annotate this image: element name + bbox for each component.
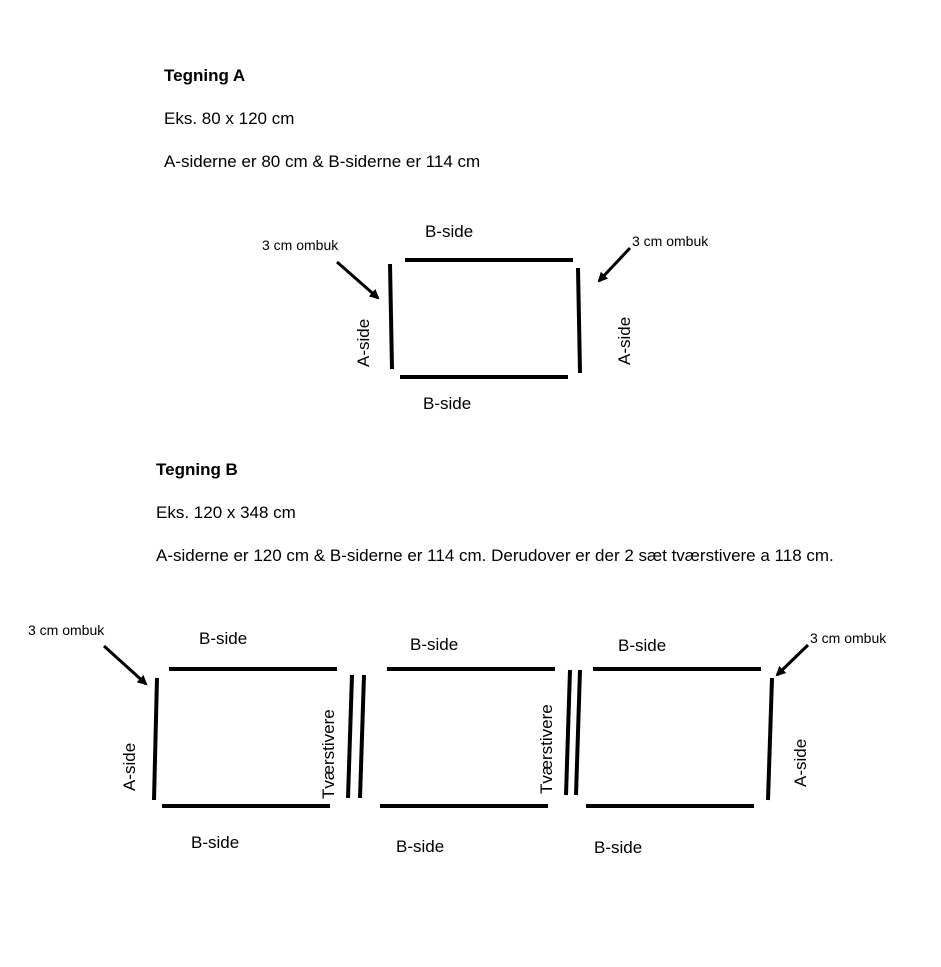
drawing-a-frame bbox=[390, 260, 580, 377]
drawing-a-bottom-b-label: B-side bbox=[423, 394, 472, 413]
drawing-a-fold-left-label: 3 cm ombuk bbox=[262, 237, 339, 253]
drawing-b-bottom-b-label-2: B-side bbox=[396, 837, 445, 856]
drawing-a-top-b-label: B-side bbox=[425, 222, 474, 241]
drawing-b-cross-brace-2a bbox=[566, 670, 570, 795]
drawing-b-cross-label-2: Tværstivere bbox=[537, 704, 556, 794]
drawing-b-bottom-b-label-1: B-side bbox=[191, 833, 240, 852]
drawing-b-fold-left-label: 3 cm ombuk bbox=[28, 622, 105, 638]
drawing-a-right-a-label: A-side bbox=[615, 316, 634, 365]
drawing-b-frame bbox=[154, 669, 772, 806]
drawing-a-left-a-side bbox=[390, 264, 392, 369]
drawing-b-top-b-label-2: B-side bbox=[410, 635, 459, 654]
drawing-a-fold-right-arrow bbox=[599, 248, 630, 281]
drawing-b-title: Tegning B bbox=[156, 460, 238, 479]
drawing-b-cross-brace-2b bbox=[576, 670, 580, 795]
drawing-a-title: Tegning A bbox=[164, 66, 246, 85]
drawing-b-description: A-siderne er 120 cm & B-siderne er 114 cm. Derudover er der 2 sæt tværstivere a 118 cm. bbox=[156, 546, 834, 565]
drawing-b-fold-right-arrow bbox=[777, 645, 808, 675]
drawing-a-example: Eks. 80 x 120 cm bbox=[164, 109, 295, 128]
drawing-b-cross-brace-1a bbox=[348, 675, 352, 798]
drawing-a-description: A-siderne er 80 cm & B-siderne er 114 cm bbox=[164, 152, 481, 171]
drawing-b-left-a-side bbox=[154, 678, 157, 800]
drawing-b-bottom-b-label-3: B-side bbox=[594, 838, 643, 857]
drawing-b-left-a-label: A-side bbox=[120, 742, 139, 791]
drawing-b-right-a-label: A-side bbox=[791, 738, 810, 787]
drawing-b-top-b-label-1: B-side bbox=[199, 629, 248, 648]
drawing-a-fold-right-label: 3 cm ombuk bbox=[632, 233, 709, 249]
drawing-b-example: Eks. 120 x 348 cm bbox=[156, 503, 296, 522]
drawing-b-cross-label-1: Tværstivere bbox=[319, 709, 338, 799]
drawing-a-left-a-label: A-side bbox=[354, 318, 373, 367]
drawing-b-fold-left-arrow bbox=[104, 646, 146, 684]
drawing-b-cross-brace-1b bbox=[360, 675, 364, 798]
drawing-b-right-a-side bbox=[768, 678, 772, 800]
drawing-a-right-a-side bbox=[578, 268, 580, 373]
drawing-a-fold-left-arrow bbox=[337, 262, 378, 298]
drawing-b-top-b-label-3: B-side bbox=[618, 636, 667, 655]
drawing-b-fold-right-label: 3 cm ombuk bbox=[810, 630, 887, 646]
